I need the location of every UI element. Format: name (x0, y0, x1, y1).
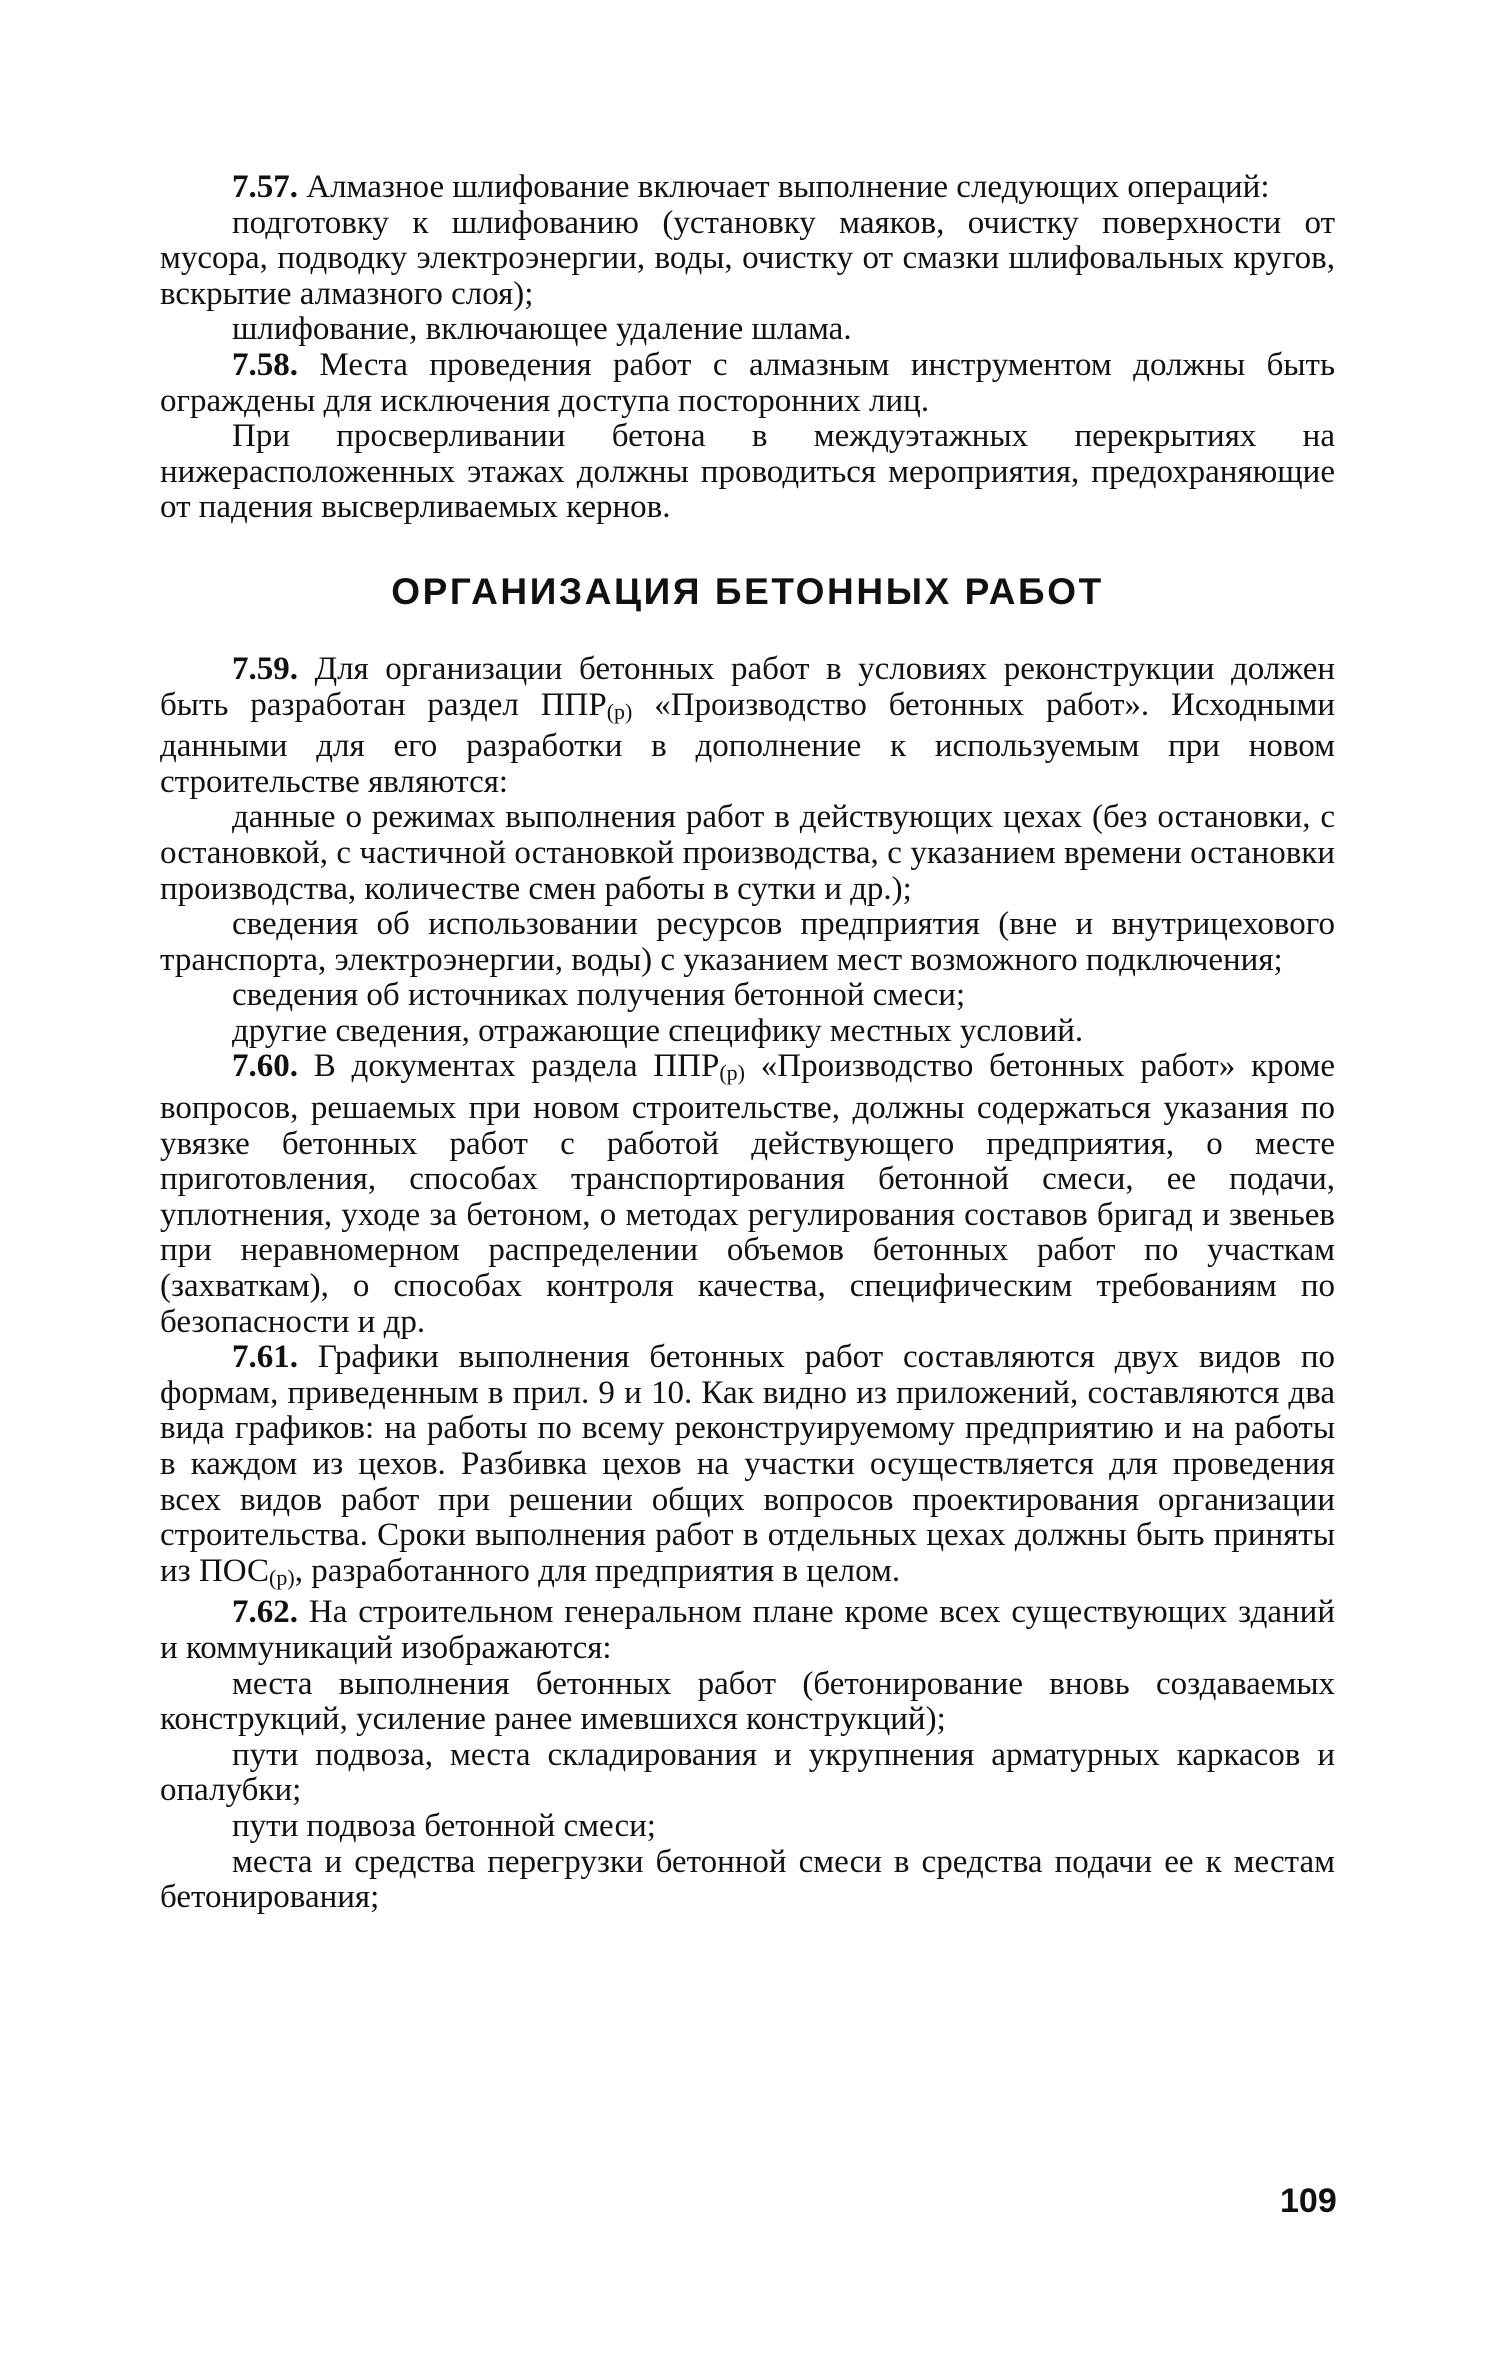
section-number: 7.61. (232, 1339, 298, 1376)
paragraph-text: Алмазное шлифование включает выполнение следующих операций: (306, 169, 1270, 205)
paragraph-text: Места проведения работ с алмазным инструментом должны быть ограждены для исключения доступа посторонних лиц. (160, 346, 1336, 419)
paragraph-text: «Производство бетонных работ». Исходными данными для его разработки в дополнение к используемым при новом строительстве являются: (160, 686, 1335, 800)
paragraph-7-62 (160, 1595, 1335, 1666)
list-item: места выполнения бетонных работ (бетонирование вновь создаваемых конструкций, усиление ранее имевшихся конструкций); (160, 1665, 1335, 1738)
document-body (160, 170, 1335, 1916)
list-item: другие сведения, отражающие специфику местных условий. (232, 1012, 1084, 1049)
section-number: 7.59. (232, 650, 298, 687)
list-item: данные о режимах выполнения работ в действующих цехах (без остановки, с остановкой, с частичной остановкой производства, с указанием времени остановки производства, количестве смен работы в сутки и др.); (160, 799, 1335, 907)
paragraph-7-58 (160, 348, 1335, 419)
list-item: сведения об источниках получения бетонной смеси; (232, 977, 966, 1014)
paragraph-text: В документах раздела ППР (313, 1048, 720, 1085)
paragraph-text: , разработанного для предприятия в целом. (294, 1552, 901, 1589)
list-item: места и средства перегрузки бетонной смеси в средства подачи ее к местам бетонирования; (160, 1843, 1335, 1916)
paragraph-text: «Производство бетонных работ» кроме вопросов, решаемых при новом строительстве, должны содержаться указания по увязке бетонных работ с работой действующего предприятия, о месте приготовления, способах транспортирования бетонной смеси, ее подачи, уплотнения, уходе за бетоном, о методах регулирования составов бригад и звеньев при неравномерном распределении объемов бетонных работ по участкам (захваткам), о способах контроля качества, специфическим требованиям по безопасности и др. (160, 1048, 1336, 1340)
paragraph-7-60 (160, 1049, 1335, 1340)
list-item: сведения об использовании ресурсов предприятия (вне и внутрицехового транспорта, электроэнергии, воды) с указанием мест возможного подключения; (160, 906, 1335, 978)
section-number: 7.58. (232, 346, 298, 383)
subscript: (р) (719, 1060, 745, 1086)
section-heading: ОРГАНИЗАЦИЯ БЕТОННЫХ РАБОТ (391, 570, 1104, 612)
list-item: подготовку к шлифованию (установку маяков, очистку поверхности от мусора, подводку электроэнергии, воды, очистку от смазки шлифовальных кругов, вскрытие алмазного слоя); (160, 204, 1335, 312)
page-number: 109 (1280, 2182, 1337, 2220)
section-number: 7.57. (232, 169, 298, 205)
list-item: шлифование, включающее удаление шлама. (232, 311, 852, 348)
paragraph-7-61 (160, 1340, 1335, 1595)
section-number: 7.62. (232, 1594, 298, 1631)
paragraph-text: Для организации бетонных работ в условиях реконструкции должен быть разработан раздел ППР (160, 650, 1335, 723)
list-item: пути подвоза, места складирования и укрупнения арматурных каркасов и опалубки; (160, 1736, 1335, 1809)
paragraph: При просверливании бетона в междуэтажных перекрытиях на нижерасположенных этажах должны проводиться мероприятия, предохраняющие от падения высверливаемых кернов. (160, 418, 1335, 526)
subscript: (р) (606, 698, 633, 724)
subscript: (р) (269, 1564, 295, 1590)
list-item: пути подвоза бетонной смеси; (232, 1807, 656, 1844)
paragraph-7-59 (160, 652, 1335, 800)
paragraph-text: Графики выполнения бетонных работ составляются двух видов по формам, приведенным в прил. 9 и 10. Как видно из приложений, составляются два вида графиков: на работы по всему реконструируемому предприятию и на работы в каждом из цехов. Разбивка цехов на участки осуществляется для проведения всех видов работ при решении общих вопросов проектирования организации строительства. Сроки выполнения работ в отдельных цехах должны быть приняты из ПОС (160, 1339, 1335, 1589)
paragraph-text: На строительном генеральном плане кроме всех существующих зданий и коммуникаций изображаются: (160, 1594, 1335, 1666)
paragraph-7-57 (160, 170, 1335, 206)
section-number: 7.60. (232, 1048, 298, 1085)
